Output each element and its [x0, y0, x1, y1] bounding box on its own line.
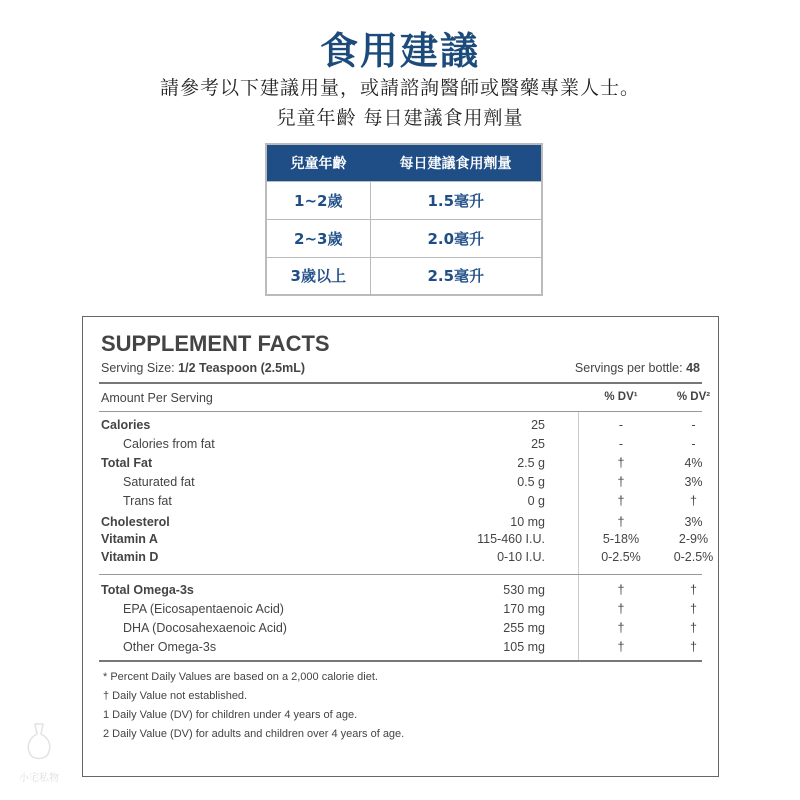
subtitle: 請參考以下建議用量，或請諮詢醫師或醫藥專業人士。: [159, 77, 640, 99]
amount: 530 mg: [503, 583, 545, 597]
dose-cell: 2.0毫升: [370, 219, 542, 257]
nutrient-name: Calories: [101, 418, 151, 432]
footnote: * Percent Daily Values are based on a 2,000 calorie diet.: [103, 671, 378, 683]
table-row: [101, 456, 702, 474]
dv1-value: †: [617, 640, 625, 654]
dv2-value: 3%: [684, 515, 703, 529]
nutrient-name: EPA (Eicosapentaenoic Acid): [123, 602, 284, 616]
dv2-value: 4%: [684, 456, 703, 470]
age-cell: 2~3歲: [266, 219, 370, 257]
nutrient-name: DHA (Docosahexaenoic Acid): [123, 621, 287, 635]
amount: 255 mg: [503, 621, 545, 635]
subtitle-2: 兒童年齡 每日建議食用劑量: [276, 107, 524, 129]
header-dose: 每日建議食用劑量: [370, 144, 542, 181]
amount: 25: [531, 437, 545, 451]
age-cell: 1~2歲: [266, 181, 370, 219]
nutrient-name: Vitamin A: [101, 532, 158, 546]
dv1-value: †: [617, 621, 625, 635]
amount: 2.5 g: [517, 456, 545, 470]
dv1-value: †: [617, 583, 625, 597]
dv2-value: -: [691, 437, 696, 451]
table-row: [101, 621, 702, 639]
dv1-value: †: [617, 515, 625, 529]
dv1-value: -: [618, 418, 624, 432]
table-row: [101, 640, 702, 658]
dv1-value: 5-18%: [602, 532, 640, 546]
dv2-value: †: [690, 494, 697, 508]
amount: 0 g: [527, 494, 545, 508]
amount: 10 mg: [510, 515, 545, 529]
table-row: [101, 494, 702, 512]
watermark-logo: 小宅私物: [14, 722, 64, 784]
table-row: [266, 257, 542, 295]
table-row: [101, 515, 702, 533]
dv1-value: -: [618, 437, 624, 451]
amount: 0.5 g: [517, 475, 545, 489]
header-age: 兒童年齡: [266, 144, 370, 181]
dv2-value: †: [690, 583, 697, 597]
amount: 0-10 I.U.: [497, 550, 545, 564]
page-title: 食用建議: [319, 29, 480, 73]
table-row: [266, 181, 542, 219]
amount-label: Amount Per Serving: [101, 391, 213, 405]
table-row: [101, 532, 709, 550]
nutrient-name: Total Fat: [101, 456, 153, 470]
dv1-header: % DV¹: [604, 391, 638, 403]
dv2-value: 0-2.5%: [673, 550, 714, 564]
dv1-value: †: [617, 456, 625, 470]
divider: [99, 574, 702, 575]
dose-cell: 2.5毫升: [370, 257, 542, 295]
table-row: [101, 550, 714, 568]
dv1-value: †: [617, 475, 625, 489]
footnote: † Daily Value not established.: [103, 690, 248, 702]
amount: 105 mg: [503, 640, 545, 654]
facts-title: SUPPLEMENT FACTS: [101, 331, 330, 356]
dosage-table: [265, 143, 543, 296]
nutrient-name: Other Omega-3s: [123, 640, 217, 654]
nutrient-name: Cholesterol: [101, 515, 170, 529]
dv1-value: †: [617, 602, 625, 616]
table-row: [101, 583, 702, 601]
dv2-value: †: [690, 602, 697, 616]
table-row: [101, 475, 702, 493]
age-cell: 3歲以上: [266, 257, 370, 295]
nutrient-name: Trans fat: [123, 494, 172, 508]
table-row: [266, 219, 542, 257]
servings-per-bottle: Servings per bottle: 48: [574, 361, 700, 375]
supplement-facts-panel: [82, 316, 719, 777]
amount: 170 mg: [503, 602, 545, 616]
table-row: [101, 437, 702, 455]
nutrient-name: Total Omega-3s: [101, 583, 194, 597]
dv2-value: 3%: [684, 475, 703, 489]
dv1-value: 0-2.5%: [601, 550, 641, 564]
dv2-value: 2-9%: [678, 532, 709, 546]
amount: 115-460 I.U.: [477, 532, 545, 546]
nutrient-name: Vitamin D: [101, 550, 159, 564]
footnote: 1 Daily Value (DV) for children under 4 years of age.: [103, 709, 358, 721]
vase-icon: [24, 722, 54, 766]
dv2-value: †: [690, 640, 697, 654]
divider: [99, 660, 702, 662]
dv2-value: -: [691, 418, 696, 432]
table-row: [101, 602, 702, 620]
divider: [99, 411, 702, 412]
dv1-value: †: [617, 494, 625, 508]
dv2-header: % DV²: [676, 391, 711, 403]
nutrient-name: Saturated fat: [123, 475, 195, 489]
amount: 25: [531, 418, 545, 432]
nutrient-name: Calories from fat: [123, 437, 215, 451]
footnote: 2 Daily Value (DV) for adults and children over 4 years of age.: [103, 728, 405, 740]
dose-cell: 1.5毫升: [370, 181, 542, 219]
dv2-value: †: [690, 621, 697, 635]
divider: [99, 382, 702, 384]
table-row: [101, 418, 702, 436]
serving-size: Serving Size: 1/2 Teaspoon (2.5mL): [101, 361, 306, 375]
